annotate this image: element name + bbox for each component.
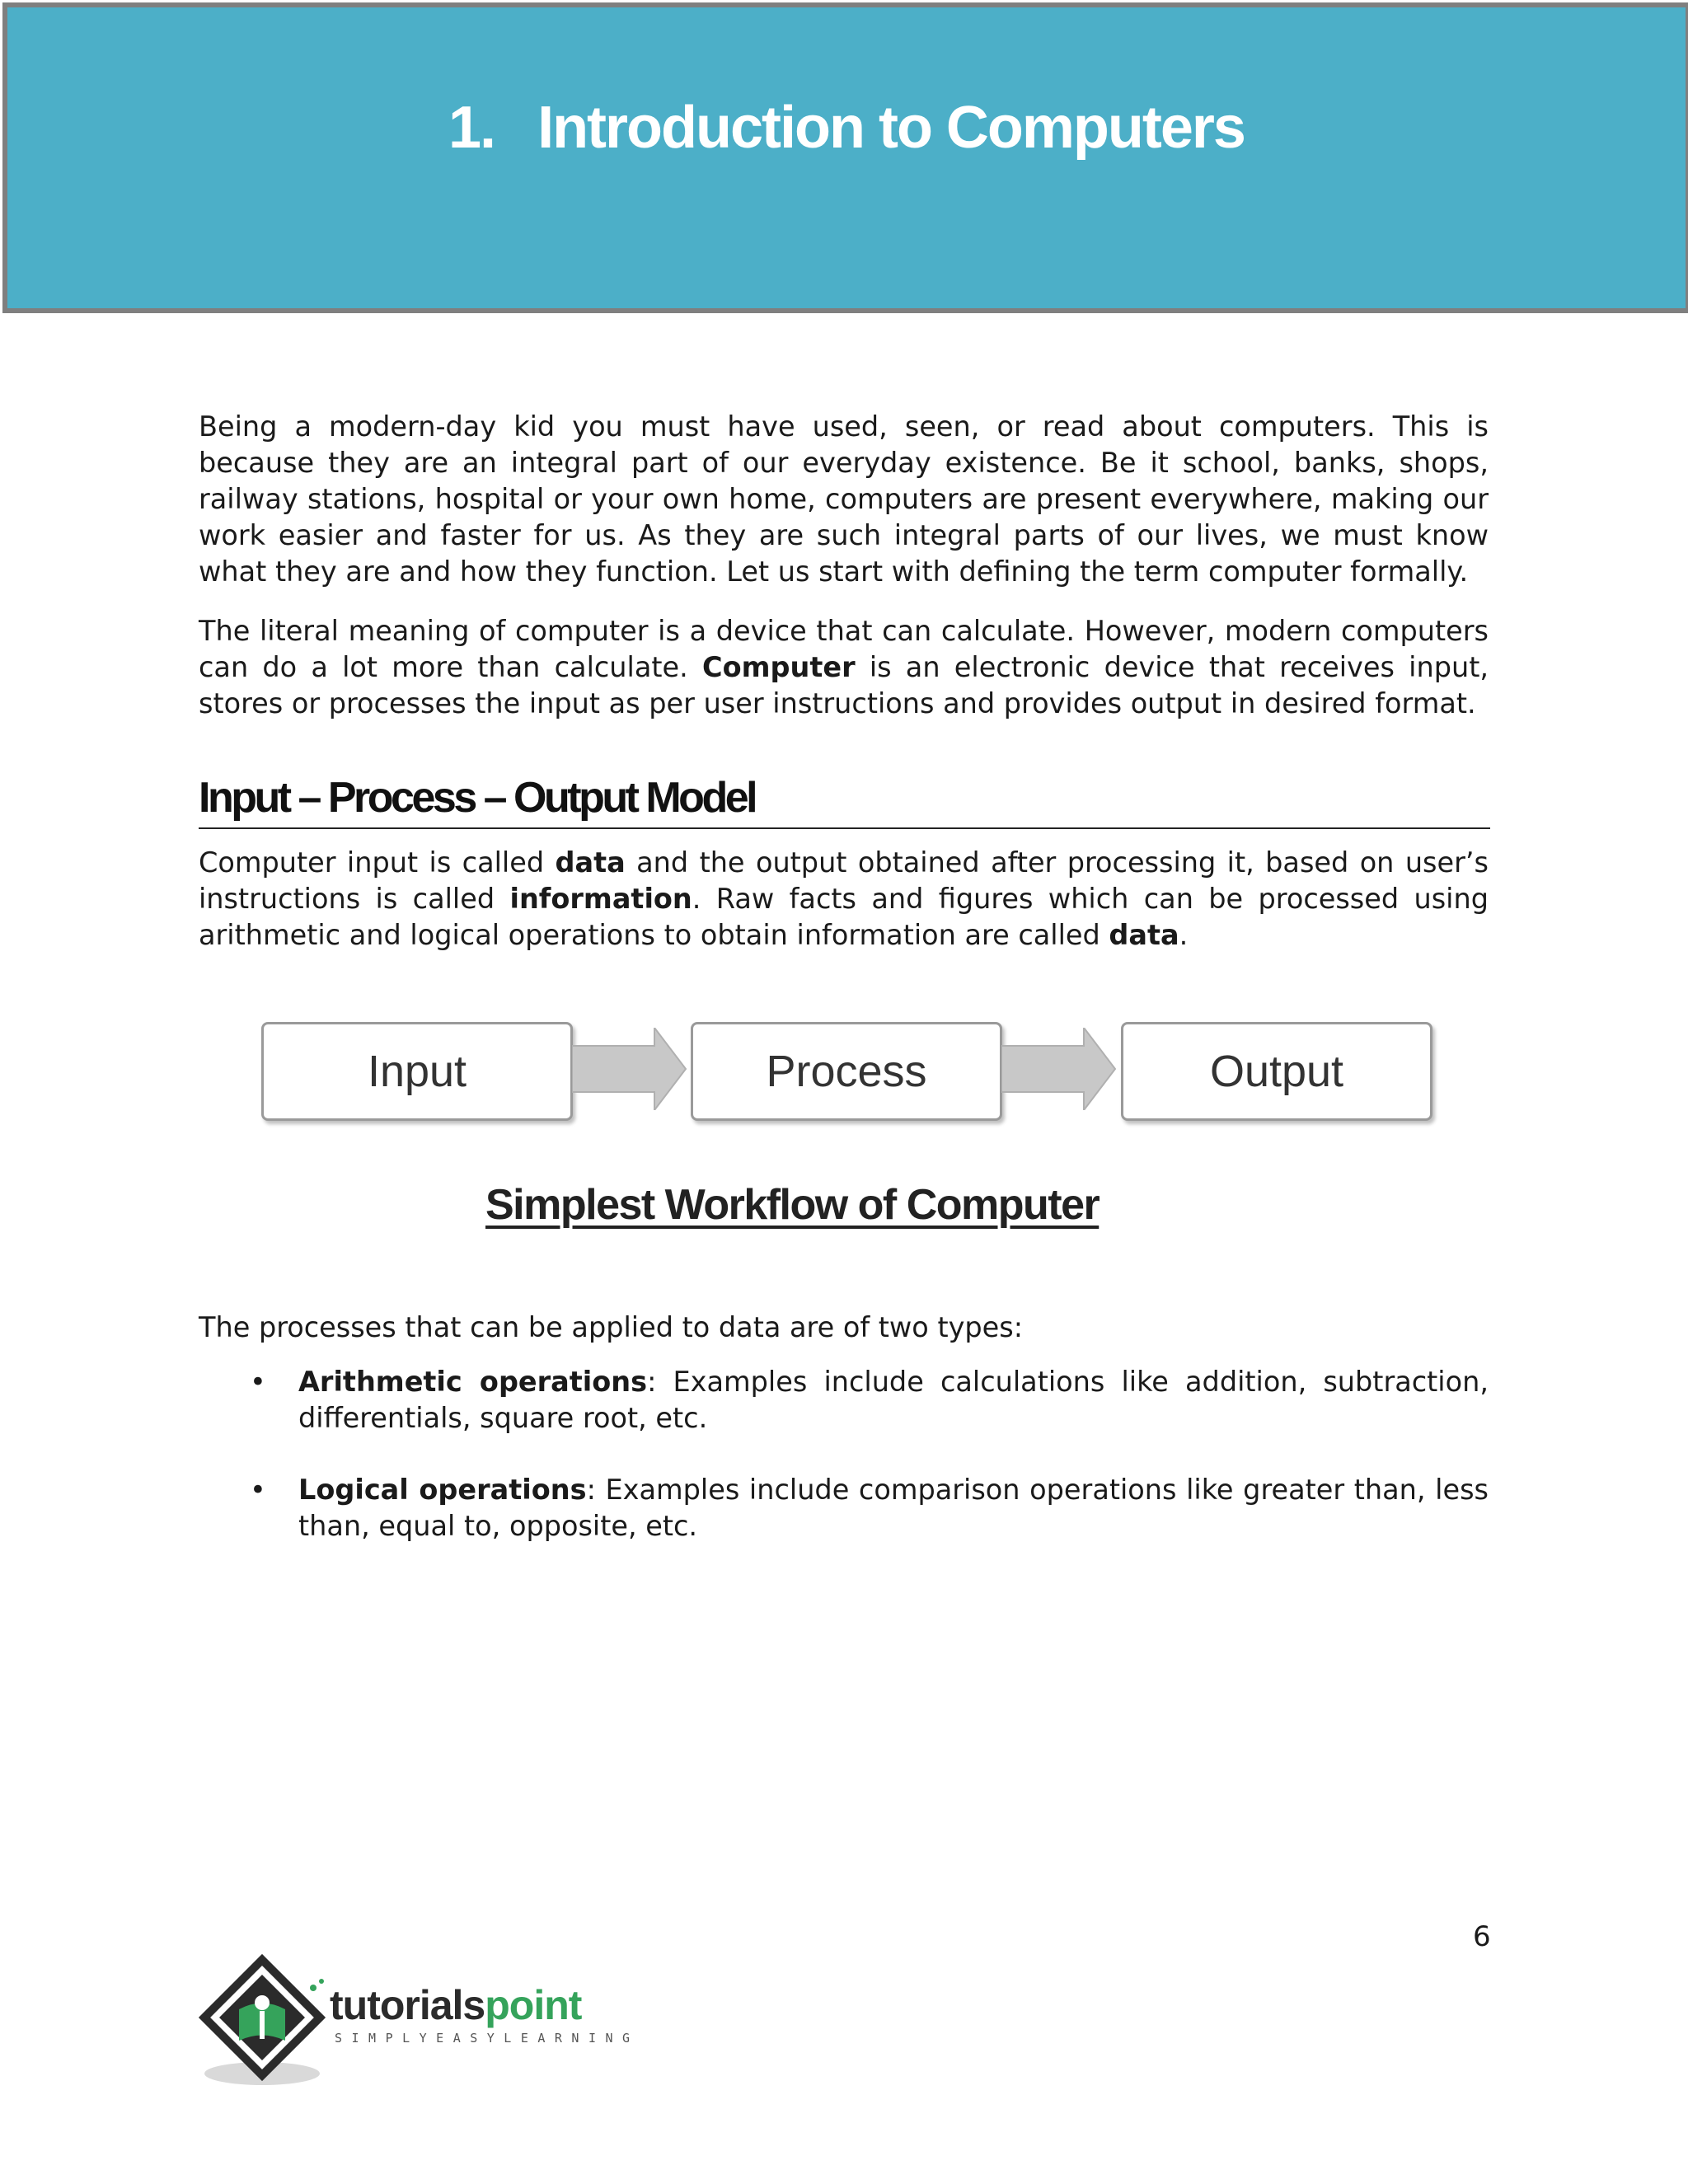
intro-p2-text-b: is an electronic device that receives input, stores or processes the input as per user instructions and provides output in desired format.: [199, 651, 1489, 719]
intro-paragraph-1: Being a modern-day kid you must have used, seen, or read about computers. This is because they are an integral part of our everyday existence. Be it school, banks, shops, railway stations, hospital or your own home, computers are present everywhere, making our work easier and faster for us. As they are such integral parts of our lives, we must know what they are and how they function. Let us start with defining the term computer formally.: [199, 410, 1489, 588]
section-paragraph: [199, 845, 1489, 954]
arithmetic-term: Arithmetic operations: [298, 1366, 648, 1398]
flow-box-output: Output: [1121, 1022, 1432, 1121]
logo-diamond-icon: [196, 1952, 336, 2092]
logo-word-2: point: [485, 1982, 582, 2028]
section-text-c: . Raw facts and figures which can be processed using arithmetic and logical operations to obtain information are called: [199, 883, 1489, 951]
intro-p2-text-a: The literal meaning of computer is a device that can calculate. However, modern computers can do a lot more than calculate.: [199, 615, 1489, 683]
logo-tagline: SIMPLYEASYLEARNING: [335, 2031, 640, 2046]
chapter-title: [7, 94, 1686, 162]
processes-lead: The processes that can be applied to data are of two types:: [199, 1311, 1024, 1343]
data-term-2: data: [1109, 919, 1179, 951]
intro-paragraph-2: [199, 613, 1489, 722]
computer-term: Computer: [702, 651, 856, 683]
flow-arrow-2: [1001, 1028, 1117, 1110]
process-types-list: [199, 1364, 1489, 1580]
section-text-a: Computer input is called: [199, 846, 556, 879]
logo-wordmark: [330, 1982, 582, 2028]
tutorialspoint-logo: [196, 1952, 658, 2092]
chapter-title-text: Introduction to Computers: [537, 95, 1245, 161]
data-term: data: [555, 846, 626, 879]
chapter-banner: [2, 2, 1688, 313]
bullet-icon: •: [250, 1474, 266, 1506]
flow-box-process: Process: [691, 1022, 1002, 1121]
section-heading: Input – Process – Output Model: [199, 768, 1490, 829]
section-text-d: .: [1179, 919, 1189, 951]
flow-box-input: Input: [261, 1022, 573, 1121]
section-text-b: and the output obtained after processing it, based on user’s instructions is called: [199, 846, 1489, 915]
logical-desc: : Examples include comparison operations like greater than, less than, equal to, opposite, etc.: [298, 1474, 1489, 1542]
list-item: [199, 1472, 1489, 1544]
diagram-caption: Simplest Workflow of Computer: [485, 1181, 1100, 1229]
logical-term: Logical operations: [298, 1474, 587, 1506]
arithmetic-desc: : Examples include calculations like addition, subtraction, differentials, square root, etc.: [298, 1366, 1489, 1434]
information-term: information: [509, 883, 692, 915]
chapter-number: 1.: [448, 95, 495, 161]
logo-word-1: tutorials: [330, 1982, 485, 2028]
flow-arrow-1: [572, 1028, 687, 1110]
list-item: [199, 1364, 1489, 1436]
page-number: 6: [1473, 1920, 1491, 1953]
bullet-icon: •: [250, 1366, 266, 1398]
